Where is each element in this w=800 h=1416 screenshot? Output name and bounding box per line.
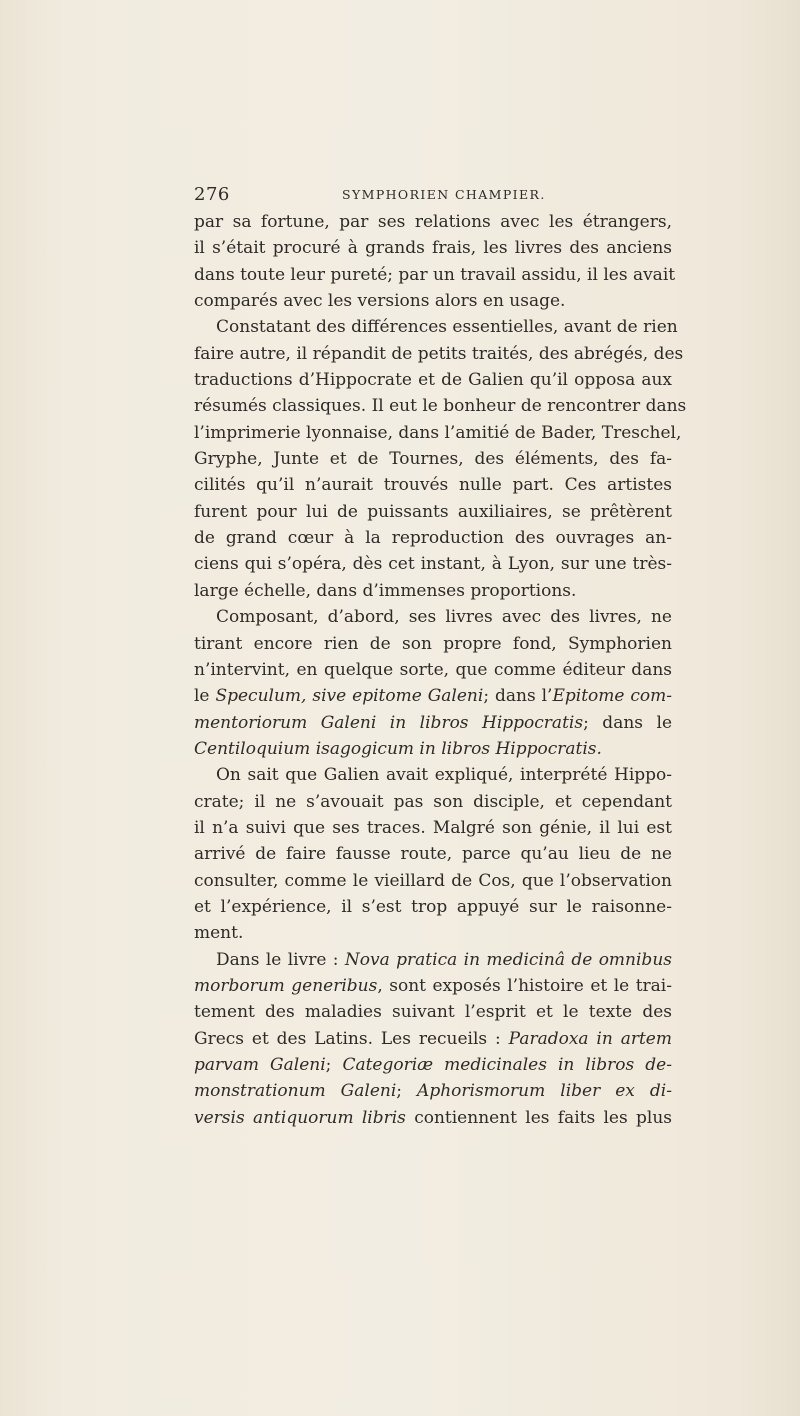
page-header: [194, 184, 672, 206]
line-text: et l’expérience, il s’est trop appuyé sur le raisonne-: [194, 896, 672, 917]
line-text: ment.: [194, 923, 244, 944]
line-text: de grand cœur à la reproduction des ouvrages an-: [194, 528, 672, 549]
line-text: On sait que Galien avait expliqué, interprété Hippo-: [216, 765, 672, 786]
text-line: [194, 578, 672, 604]
text-line: [194, 525, 672, 551]
italic-title-text: Aphorismorum liber ex di-: [417, 1081, 672, 1102]
text-line: [194, 367, 672, 393]
line-text: large échelle, dans d’immenses proportions.: [194, 580, 577, 601]
text-line: [194, 920, 672, 946]
italic-title-text: parvam Galeni: [194, 1055, 326, 1075]
line-text: le: [194, 686, 216, 707]
line-text: contiennent les faits les plus: [405, 1107, 672, 1128]
text-line: [194, 235, 672, 261]
line-text: Constatant des différences essentielles, avant de rien: [216, 317, 678, 338]
text-line: [194, 710, 672, 736]
italic-title-text: Epitome com-: [552, 686, 673, 707]
line-text: furent pour lui de puissants auxiliaires, se prêtèrent: [194, 501, 672, 522]
line-text: faire autre, il répandit de petits traités, des abrégés, des: [194, 343, 684, 364]
text-line: [194, 314, 678, 340]
text-line: [194, 736, 672, 762]
text-line: [194, 499, 672, 525]
line-text: ; dans le: [583, 712, 672, 733]
italic-title-text: monstrationum Galeni: [194, 1081, 397, 1102]
line-text: Composant, d’abord, ses livres avec des livres, ne: [216, 607, 672, 628]
text-line: [194, 894, 672, 920]
line-text: résumés classiques. Il eut le bonheur de rencontrer dans: [194, 396, 687, 417]
text-line: [194, 815, 672, 841]
line-text: Grecs et des Latins. Les recueils :: [194, 1028, 509, 1049]
text-line: [194, 999, 672, 1025]
text-line: [194, 288, 672, 314]
page-number: 276: [194, 184, 230, 205]
italic-title-text: morborum generibus: [194, 975, 378, 996]
line-text: ;: [396, 1081, 418, 1102]
text-line: [194, 631, 672, 657]
text-line: [194, 446, 672, 472]
italic-title-text: Nova pratica in medicinâ de omnibus: [344, 949, 672, 970]
text-line: [194, 1052, 672, 1078]
text-line: [194, 472, 672, 498]
line-text: comparés avec les versions alors en usage.: [194, 291, 566, 312]
line-text: il s’était procuré à grands frais, les livres des anciens: [194, 238, 672, 259]
line-text: dans toute leur pureté; par un travail assidu, il les avait: [194, 264, 676, 285]
italic-title-text: Categoriæ medicinales in libros de-: [342, 1055, 672, 1075]
text-line: [194, 789, 672, 815]
text-line: [194, 762, 672, 788]
line-text: consulter, comme le vieillard de Cos, que l’observation: [194, 870, 672, 891]
text-line: [194, 657, 672, 683]
line-text: crate; il ne s’avouait pas son disciple, et cependant: [194, 791, 672, 812]
text-line: [194, 209, 672, 235]
line-text: tirant encore rien de son propre fond, Symphorien: [194, 633, 672, 654]
body-text: [194, 209, 687, 1131]
text-line: [194, 841, 672, 867]
italic-title-text: Speculum, sive epitome Galeni: [215, 686, 484, 707]
line-text: traductions d’Hippocrate et de Galien qu’il opposa aux: [194, 370, 672, 391]
line-text: cilités qu’il n’aurait trouvés nulle part. Ces artistes: [194, 475, 672, 496]
text-line: [194, 1026, 672, 1052]
line-text: ; dans l’: [483, 686, 553, 707]
line-text: , sont exposés l’histoire et le trai-: [377, 975, 672, 996]
line-text: par sa fortune, par ses relations avec les étrangers,: [194, 212, 672, 232]
text-line: [194, 551, 672, 577]
italic-title-text: versis antiquorum libris: [194, 1107, 406, 1128]
italic-title-text: mentoriorum Galeni in libros Hippocratis: [194, 712, 584, 733]
line-text: arrivé de faire fausse route, parce qu’au lieu de ne: [194, 844, 672, 865]
text-line: [194, 1078, 672, 1104]
text-line: [194, 868, 672, 894]
italic-title-text: Paradoxa in artem: [508, 1028, 672, 1049]
line-text: il n’a suivi que ses traces. Malgré son génie, il lui est: [194, 817, 672, 838]
line-text: ciens qui s’opéra, dès cet instant, à Lyon, sur une très-: [194, 554, 672, 575]
text-line: [194, 420, 682, 446]
text-line: [194, 604, 672, 630]
line-text: l’imprimerie lyonnaise, dans l’amitié de Bader, Treschel,: [194, 422, 682, 443]
line-text: n’intervint, en quelque sorte, que comme éditeur dans: [194, 659, 672, 680]
text-line: [194, 341, 684, 367]
line-text: Gryphe, Junte et de Tournes, des éléments, des fa-: [194, 449, 672, 470]
text-line: [194, 947, 672, 973]
running-head: SYMPHORIEN CHAMPIER.: [342, 187, 546, 202]
italic-title-text: Centiloquium isagogicum in libros Hippocratis.: [194, 738, 602, 759]
text-line: [194, 393, 687, 419]
text-line: [194, 973, 672, 999]
text-line: [194, 262, 676, 288]
line-text: ;: [325, 1055, 343, 1075]
text-line: [194, 1105, 672, 1131]
line-text: tement des maladies suivant l’esprit et le texte des: [194, 1002, 672, 1023]
line-text: Dans le livre :: [216, 949, 345, 970]
text-line: [194, 683, 672, 709]
